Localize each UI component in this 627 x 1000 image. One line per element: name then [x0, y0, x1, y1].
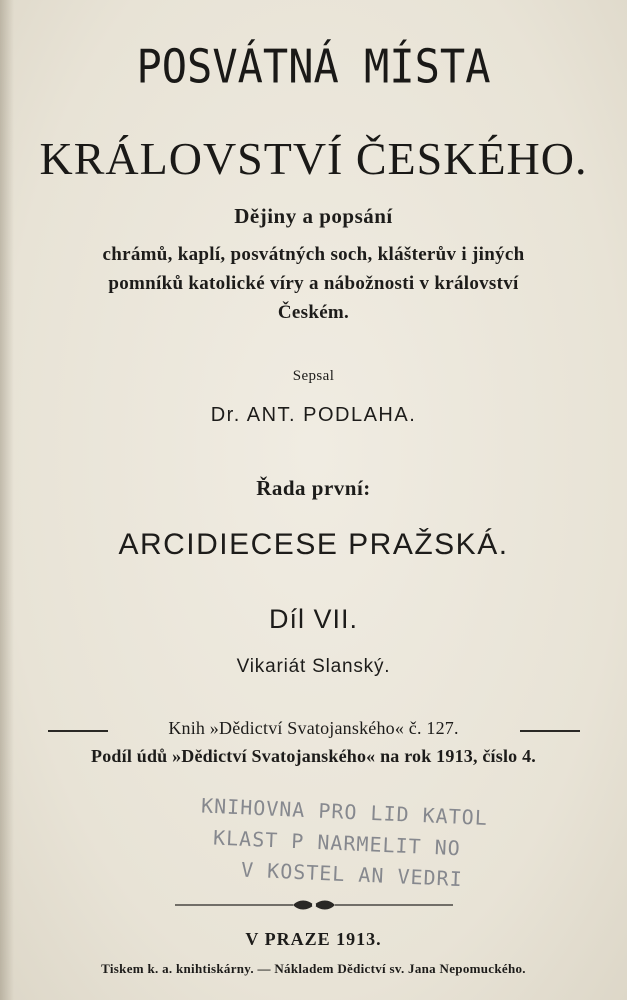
stamp-line-2: KLAST P NARMELIT NO [212, 825, 462, 861]
subtitle: Dějiny a popsání [234, 204, 393, 228]
description-line-1: chrámů, kaplí, posvátných soch, klášterův i jiných [102, 244, 525, 265]
description-line-2: pomníků katolické víry a nábožnosti v království [108, 273, 519, 294]
printer-line: Tiskem k. a. knihtiskárny. — Nákladem Dědictví sv. Jana Nepomuckého. [101, 961, 526, 976]
member-share-line: Podíl údů »Dědictví Svatojanského« na rok 1913, číslo 4. [91, 746, 536, 766]
compiled-by-label: Sepsal [292, 368, 335, 384]
title-line-2: KRÁLOVSTVÍ ČESKÉHO. [39, 133, 588, 184]
description-line-3: Českém. [277, 302, 350, 323]
stamp-line-3: V KOSTEL AN VEDRI [240, 857, 464, 892]
vicariate-label: Vikariát Slanský. [236, 656, 391, 677]
author: Dr. ANT. PODLAHA. [210, 404, 417, 426]
place-year: V PRAZE 1913. [245, 929, 382, 949]
stamp-line-1: KNIHOVNA PRO LID KATOL [200, 793, 489, 830]
title-line-1: POSVÁTNÁ MÍSTA [136, 39, 491, 94]
book-series-line: Knih »Dědictví Svatojanského« č. 127. [168, 718, 459, 738]
ornament-divider [175, 898, 453, 912]
series-label: Řada první: [256, 476, 371, 500]
volume-label: Díl VII. [268, 604, 358, 634]
diocese-title: ARCIDIECESE PRAŽSKÁ. [118, 528, 509, 561]
library-stamp [195, 795, 540, 900]
